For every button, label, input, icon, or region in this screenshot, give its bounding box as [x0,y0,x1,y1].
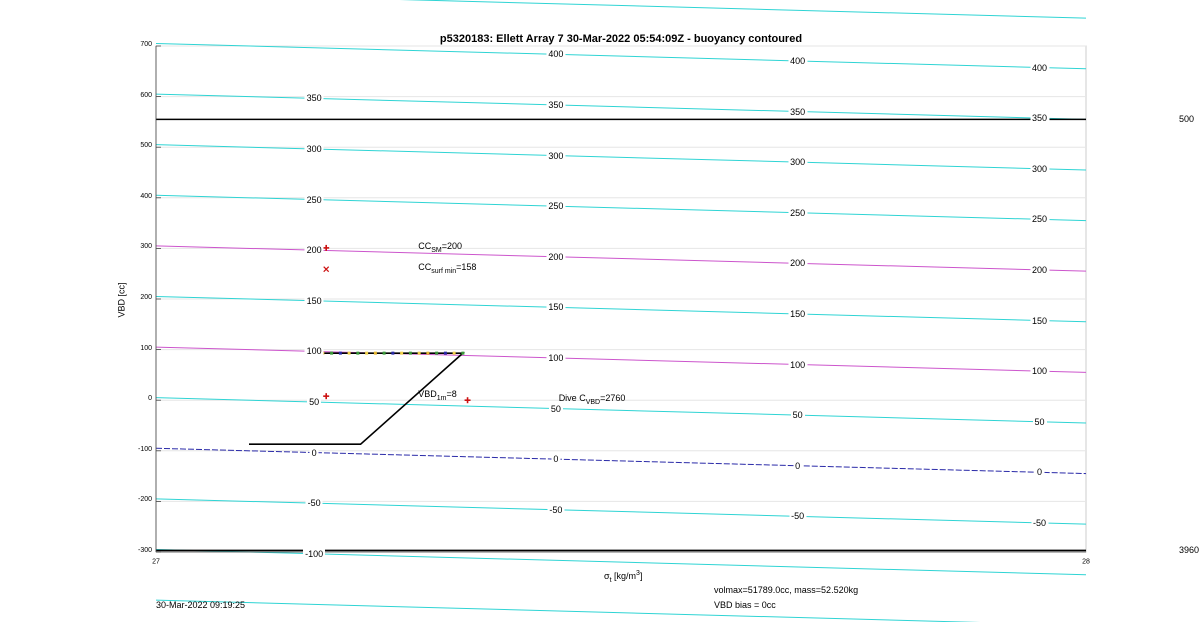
vbd-path-dot [418,352,421,355]
contour-label: 250 [548,201,564,212]
vbd-path-dot [391,352,394,355]
y-tick-label: -200 [137,496,152,504]
contour-label: 0 [795,460,801,471]
contour-label: 50 [792,410,803,421]
contour-label: 250 [790,207,806,218]
x-axis-label-close: ] [639,571,643,581]
vbd-path-dot [453,352,456,355]
vbd-path-dot [365,352,368,355]
contour-label: 200 [1031,264,1048,275]
x-tick-label: 28 [1082,558,1090,566]
annotation-value: =2760 [600,393,626,404]
contour-label: 200 [790,258,806,269]
contour-label: 400 [548,49,564,60]
contour-label: 300 [1031,163,1048,174]
contour-label: -50 [307,498,321,509]
annotation-value: =158 [456,262,477,273]
annotation-main: VBD [418,389,437,400]
marker-annotation [418,262,476,275]
contour-label: 200 [306,245,322,256]
contour-label: -50 [549,504,563,515]
y-axis-label: VBD [cc] [116,282,127,318]
contour-label: 0 [311,447,317,458]
reference-line-label: 3960 [1179,545,1200,556]
y-tick-label: 700 [140,41,152,48]
annotation-main: CC [418,262,432,273]
vbd-path-dot [339,352,342,355]
contour-label: 350 [1031,113,1048,124]
y-tick-label: 400 [140,192,152,200]
x-axis-label-main: σ [604,571,610,581]
y-tick-label: -100 [137,445,152,453]
y-tick-label: 500 [140,142,152,150]
y-tick-label: 600 [140,91,152,99]
contour-label: 350 [306,93,322,104]
contour-label: 100 [548,352,564,363]
vbd-path-dot [461,352,464,355]
contour-label: 0 [553,454,559,465]
contour-label: 150 [1031,315,1048,326]
footer-timestamp: 30-Mar-2022 09:19:25 [156,600,246,610]
contour-label: -100 [305,548,324,559]
annotation-sub: surf min [431,267,457,275]
chart-title: p5320183: Ellett Array 7 30-Mar-2022 05:54:09Z - buoyancy contoured [439,33,803,45]
x-axis-label-unit-sup: 3 [636,570,640,577]
contour-label: 100 [306,346,322,357]
annotation-sub: 1m [436,394,447,402]
contour-label: 350 [790,106,806,117]
vbd-path-dot [348,352,351,355]
y-tick-label: 100 [140,344,152,352]
contour-label: 150 [306,295,322,306]
vbd-path-dot [444,352,447,355]
contour-label: 100 [790,359,806,370]
annotation-main: Dive C [558,393,586,404]
annotation-value: =200 [441,240,463,251]
reference-line-label: 500 [1179,114,1195,125]
contour-label: 200 [548,251,564,262]
vbd-path-dot [330,352,333,355]
x-axis-label-sub: t [609,576,612,584]
contour-label: 50 [309,396,320,407]
contour-label: 100 [1031,366,1048,377]
vbd-path-dot [383,352,386,355]
contour-label: 0 [1036,467,1043,478]
vbd-path-dot [356,352,359,355]
contour-label: 300 [548,150,564,161]
contour-label: 400 [1031,62,1048,73]
marker-annotation [418,389,457,402]
x-axis-label [604,570,642,584]
vbd-path-dot [374,352,377,355]
contour-label: 350 [548,99,564,110]
contour-label: 250 [306,194,322,205]
contour-label: 250 [1031,214,1048,225]
contour-line [156,600,1086,622]
vbd-path-dot [400,352,403,355]
footer-volmax: volmax=51789.0cc, mass=52.520kg [714,585,859,595]
contour-label: 50 [1034,416,1045,427]
x-axis-label-unit: [kg/m [611,571,637,581]
y-tick-label: -300 [137,547,152,554]
y-tick-label: 200 [140,294,152,301]
contour-label: 150 [548,302,564,313]
marker-annotation [559,393,626,406]
vbd-path-dot [426,352,429,355]
annotation-main: CC [418,240,432,251]
x-tick-label: 27 [152,558,160,566]
contour-label: 150 [790,308,806,319]
y-tick-label: 300 [140,243,152,251]
vbd-path-dot [409,352,412,355]
marker-annotation [418,241,462,254]
contour-label: -50 [1032,517,1047,528]
annotation-sub: VBD [585,398,601,406]
annotation-value: =8 [446,389,457,400]
annotation-sub: SM [431,246,442,254]
contour-label: 50 [550,403,561,414]
contour-label: 400 [790,55,806,66]
vbd-path-dot [435,352,438,355]
contour-label: 300 [790,157,806,168]
y-tick-label: 0 [148,395,152,403]
contour-line [156,0,1086,18]
contour-label: 300 [306,143,322,154]
contour-label: -50 [791,511,805,522]
footer-vbd-bias: VBD bias = 0cc [714,600,776,610]
